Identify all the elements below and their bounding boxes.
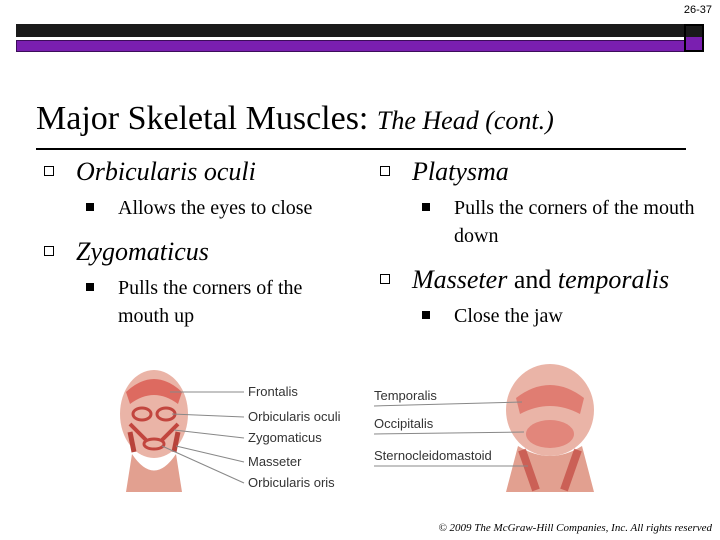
bullet-heading-part2: and: [507, 265, 558, 294]
sub-bullet-text: Pulls the corners of the mouth up: [118, 277, 303, 327]
left-column: [44, 156, 344, 330]
bullet-zygomaticus: [44, 236, 344, 268]
bullet-heading-part1: Masseter: [412, 265, 508, 294]
bullet-heading: Zygomaticus: [76, 237, 209, 266]
figure-label: Frontalis: [248, 384, 298, 399]
bullet-platysma: [380, 156, 700, 188]
figure-label: Sternocleidomastoid: [374, 448, 492, 463]
bullet-heading-part3: temporalis: [557, 265, 670, 294]
filled-square-bullet-icon: [86, 203, 94, 211]
bullet-heading: Platysma: [412, 157, 509, 186]
figure-label: Masseter: [248, 454, 302, 469]
figure-label: Zygomaticus: [248, 430, 322, 445]
bullet-heading: Orbicularis oculi: [76, 157, 256, 186]
sub-bullet-text: Allows the eyes to close: [118, 197, 313, 219]
hollow-square-bullet-icon: [380, 166, 390, 176]
right-column: [380, 156, 700, 330]
header-bar-dark: [16, 24, 704, 37]
sub-bullet-masseter-temporalis: [380, 302, 700, 330]
filled-square-bullet-icon: [422, 203, 430, 211]
sub-bullet-zygomaticus: [44, 274, 344, 330]
hollow-square-bullet-icon: [44, 246, 54, 256]
face-muscles-illustration: [112, 362, 352, 492]
header-bar-box: [684, 24, 704, 52]
filled-square-bullet-icon: [422, 311, 430, 319]
figure-label: Orbicularis oris: [248, 475, 335, 490]
bullet-masseter-temporalis: [380, 264, 700, 296]
slide-title-sub: The Head (cont.): [376, 106, 554, 135]
neck-muscles-illustration: [372, 362, 612, 492]
hollow-square-bullet-icon: [380, 274, 390, 284]
slide-title: [36, 100, 554, 138]
figure-label: Occipitalis: [374, 416, 434, 431]
header-bar-purple: [16, 40, 704, 52]
slide-number: 26-37: [683, 4, 712, 16]
sub-bullet-platysma: [380, 194, 700, 250]
slide-title-main: Major Skeletal Muscles:: [36, 100, 377, 137]
figure-label: Orbicularis oculi: [248, 409, 341, 424]
filled-square-bullet-icon: [86, 283, 94, 291]
bullet-orbicularis-oculi: [44, 156, 344, 188]
copyright-notice: © 2009 The McGraw-Hill Companies, Inc. All rights reserved: [438, 522, 712, 534]
hollow-square-bullet-icon: [44, 166, 54, 176]
sub-bullet-text: Close the jaw: [454, 305, 563, 327]
title-divider: [36, 148, 686, 150]
figure-label: Temporalis: [374, 388, 437, 403]
sub-bullet-orbicularis-oculi: [44, 194, 344, 222]
sub-bullet-text: Pulls the corners of the mouth down: [454, 197, 695, 247]
